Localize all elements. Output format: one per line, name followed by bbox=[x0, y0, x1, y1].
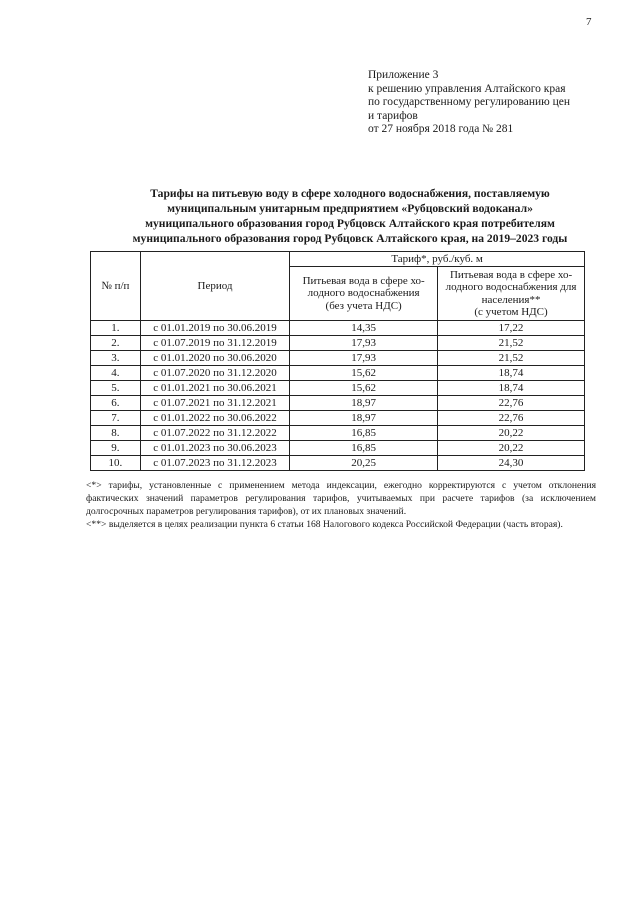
table-row bbox=[91, 366, 585, 381]
table-row bbox=[91, 456, 585, 471]
tariff-with-vat-cell: 24,30 bbox=[438, 456, 585, 471]
appendix-line: к решению управления Алтайского края bbox=[368, 82, 566, 95]
period-cell: с 01.01.2023 по 30.06.2023 bbox=[140, 441, 289, 456]
title-line: муниципальным унитарным предприятием «Рубцовский водоканал» bbox=[167, 202, 533, 215]
row-number-cell: 10. bbox=[91, 456, 141, 471]
header-line: Питьевая вода в сфере хо- bbox=[302, 274, 425, 287]
title-line: Тарифы на питьевую воду в сфере холодного водоснабжения, поставляемую bbox=[150, 187, 550, 200]
tariff-without-vat-cell: 15,62 bbox=[290, 381, 438, 396]
table-row bbox=[91, 351, 585, 366]
appendix-line: по государственному регулированию цен bbox=[368, 96, 571, 108]
table-row bbox=[91, 426, 585, 441]
tariff-without-vat-cell: 16,85 bbox=[290, 426, 438, 441]
header-number: № п/п bbox=[91, 252, 141, 321]
footnote: <*> тарифы, установленные с применением метода индексации, ежегодно корректируются с учетом отклонения фактических значений параметров регулирования тарифов, учитываемых при расчете тарифов (за исключением долгосрочных параметров регулирования тарифов), от их плановых значений. bbox=[86, 480, 596, 517]
table-row bbox=[91, 381, 585, 396]
period-cell: с 01.01.2019 по 30.06.2019 bbox=[140, 321, 289, 336]
tariff-without-vat-cell: 17,93 bbox=[290, 351, 438, 366]
tariff-with-vat-cell: 18,74 bbox=[438, 381, 585, 396]
row-number-cell: 3. bbox=[91, 351, 141, 366]
table-row bbox=[91, 336, 585, 351]
period-cell: с 01.07.2020 по 31.12.2020 bbox=[140, 366, 289, 381]
tariff-without-vat-cell: 20,25 bbox=[290, 456, 438, 471]
row-number-cell: 7. bbox=[91, 411, 141, 426]
document-title bbox=[80, 186, 620, 246]
appendix-header bbox=[368, 69, 618, 137]
header-line: (с учетом НДС) bbox=[474, 306, 548, 318]
tariff-table bbox=[90, 251, 585, 471]
period-cell: с 01.07.2021 по 31.12.2021 bbox=[140, 396, 289, 411]
tariff-without-vat-cell: 18,97 bbox=[290, 396, 438, 411]
tariff-without-vat-cell: 17,93 bbox=[290, 336, 438, 351]
title-line: муниципального образования город Рубцовск Алтайского края, на 2019–2023 годы bbox=[132, 232, 568, 245]
appendix-line: Приложение 3 bbox=[368, 69, 439, 81]
header-with-vat bbox=[438, 267, 585, 321]
tariff-with-vat-cell: 22,76 bbox=[438, 411, 585, 426]
tariff-without-vat-cell: 15,62 bbox=[290, 366, 438, 381]
tariff-with-vat-cell: 21,52 bbox=[438, 351, 585, 366]
row-number-cell: 5. bbox=[91, 381, 141, 396]
tariff-with-vat-cell: 18,74 bbox=[438, 366, 585, 381]
row-number-cell: 6. bbox=[91, 396, 141, 411]
header-line: лодного водоснабжения bbox=[307, 287, 420, 300]
header-line: населения** bbox=[481, 293, 541, 306]
tariff-without-vat-cell: 14,35 bbox=[290, 321, 438, 336]
row-number-cell: 2. bbox=[91, 336, 141, 351]
footnotes bbox=[86, 479, 596, 531]
period-cell: с 01.01.2021 по 30.06.2021 bbox=[140, 381, 289, 396]
table-row bbox=[91, 441, 585, 456]
period-cell: с 01.01.2022 по 30.06.2022 bbox=[140, 411, 289, 426]
header-line: лодного водоснабжения для bbox=[445, 281, 577, 293]
tariff-without-vat-cell: 18,97 bbox=[290, 411, 438, 426]
row-number-cell: 4. bbox=[91, 366, 141, 381]
row-number-cell: 8. bbox=[91, 426, 141, 441]
row-number-cell: 9. bbox=[91, 441, 141, 456]
header-without-vat bbox=[290, 267, 438, 321]
header-tariff-group: Тариф*, руб./куб. м bbox=[290, 252, 585, 267]
table-row bbox=[91, 321, 585, 336]
period-cell: с 01.07.2023 по 31.12.2023 bbox=[140, 456, 289, 471]
row-number-cell: 1. bbox=[91, 321, 141, 336]
header-period: Период bbox=[140, 252, 289, 321]
period-cell: с 01.07.2022 по 31.12.2022 bbox=[140, 426, 289, 441]
appendix-line: и тарифов bbox=[368, 109, 418, 122]
table-row bbox=[91, 396, 585, 411]
table-row bbox=[91, 411, 585, 426]
tariff-with-vat-cell: 20,22 bbox=[438, 426, 585, 441]
title-line: муниципального образования город Рубцовск Алтайского края потребителям bbox=[145, 217, 555, 230]
period-cell: с 01.07.2019 по 31.12.2019 bbox=[140, 336, 289, 351]
page-number: 7 bbox=[586, 16, 592, 28]
footnote: <**> выделяется в целях реализации пункта 6 статьи 168 Налогового кодекса Российской Федерации (часть вторая). bbox=[86, 519, 563, 530]
tariff-with-vat-cell: 21,52 bbox=[438, 336, 585, 351]
tariff-with-vat-cell: 20,22 bbox=[438, 441, 585, 456]
header-line: Питьевая вода в сфере хо- bbox=[449, 268, 573, 281]
header-line: (без учета НДС) bbox=[325, 299, 402, 312]
tariff-with-vat-cell: 22,76 bbox=[438, 396, 585, 411]
appendix-line: от 27 ноября 2018 года № 281 bbox=[368, 123, 514, 135]
tariff-with-vat-cell: 17,22 bbox=[438, 321, 585, 336]
period-cell: с 01.01.2020 по 30.06.2020 bbox=[140, 351, 289, 366]
tariff-without-vat-cell: 16,85 bbox=[290, 441, 438, 456]
